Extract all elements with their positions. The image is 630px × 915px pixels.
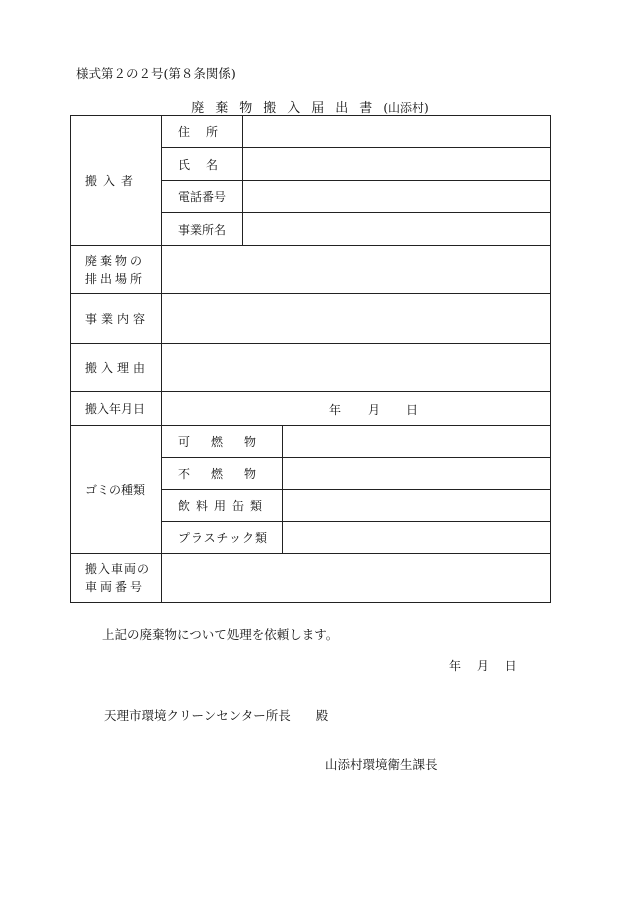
document-title-suffix: (山添村) — [383, 101, 429, 115]
date-day-unit: 日 — [406, 403, 419, 417]
request-date-line: 年 月 日 — [449, 659, 517, 673]
office-name-label-cell — [162, 213, 243, 246]
discharge-location-field[interactable] — [162, 246, 551, 294]
vehicle-label — [71, 554, 162, 603]
vehicle-label-line1: 搬入車両の — [85, 562, 151, 576]
name-field[interactable] — [243, 148, 551, 181]
garbage-type-label-cell — [71, 426, 162, 554]
noncombustible-label-cell — [162, 458, 283, 490]
carrier-label: 搬入者 — [85, 174, 140, 188]
date-month-unit: 月 — [368, 403, 381, 417]
discharge-location-label-line2: 排出場所 — [85, 271, 146, 286]
plastics-label-cell — [162, 522, 283, 554]
combustible-field[interactable] — [283, 426, 551, 458]
beverage-cans-label-cell — [162, 490, 283, 522]
carrier-label-cell — [71, 116, 162, 246]
phone-field[interactable] — [243, 181, 551, 213]
noncombustible-field[interactable] — [283, 458, 551, 490]
vehicle-number-field[interactable] — [162, 554, 551, 603]
date-label: 搬入年月日 — [85, 402, 146, 416]
request-text: 上記の廃棄物について処理を依頼します。 — [102, 627, 339, 642]
reason-field[interactable] — [162, 344, 551, 392]
business-content-label: 事業内容 — [85, 312, 150, 326]
vehicle-label-line2: 車両番号 — [85, 580, 146, 594]
phone-label-cell — [162, 181, 243, 213]
reason-label-cell — [71, 344, 162, 392]
noncombustible-label: 不燃物 — [178, 467, 278, 481]
phone-label: 電話番号 — [178, 190, 227, 204]
business-content-label-cell — [71, 294, 162, 344]
name-label: 氏名 — [178, 157, 235, 172]
name-label-cell — [162, 148, 243, 181]
form-number: 様式第２の２号(第８条関係) — [76, 66, 236, 81]
date-year-unit: 年 — [329, 403, 342, 417]
address-label-cell — [162, 116, 243, 148]
beverage-cans-field[interactable] — [283, 490, 551, 522]
sender: 山添村環境衛生課長 — [325, 757, 438, 772]
document-title-text: 廃棄物搬入届出書 — [191, 101, 384, 116]
office-name-label: 事業所名 — [178, 222, 227, 237]
addressee: 天理市環境クリーンセンター所長 殿 — [104, 708, 329, 723]
reason-label: 搬入理由 — [85, 361, 150, 375]
plastics-label: プラスチック類 — [178, 531, 269, 545]
office-name-field[interactable] — [243, 213, 551, 246]
date-field[interactable] — [162, 392, 551, 426]
discharge-location-label-line1: 廃棄物の — [85, 253, 146, 268]
combustible-label-cell — [162, 426, 283, 458]
discharge-location-label — [71, 246, 162, 294]
garbage-type-label: ゴミの種類 — [85, 483, 146, 497]
combustible-label: 可燃物 — [178, 435, 278, 449]
address-label: 住所 — [178, 125, 235, 139]
business-content-field[interactable] — [162, 294, 551, 344]
address-field[interactable] — [243, 116, 551, 148]
plastics-field[interactable] — [283, 522, 551, 554]
beverage-cans-label: 飲料用缶類 — [178, 499, 269, 513]
date-label-cell — [71, 392, 162, 426]
form-table — [70, 115, 551, 603]
document-title — [70, 97, 550, 116]
